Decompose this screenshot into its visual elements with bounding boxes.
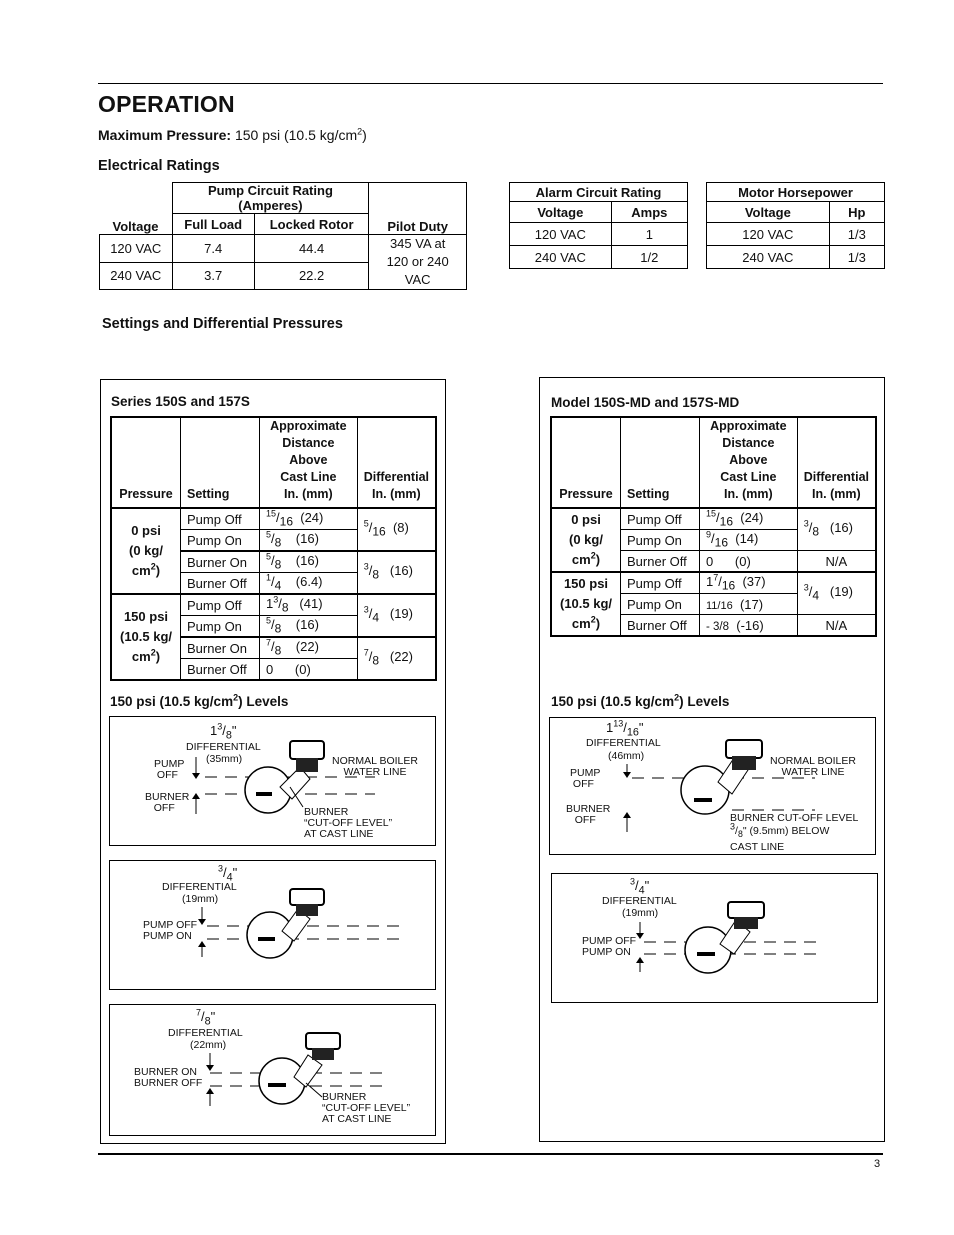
diff-cell: N/A — [797, 615, 876, 637]
page-number: 3 — [874, 1158, 881, 1170]
measure: $1^{13}/_{16}$" — [606, 718, 644, 739]
table-cell: 44.4 — [254, 235, 368, 263]
l: BURNER OFF — [134, 1077, 203, 1089]
sup: 2 — [357, 126, 363, 137]
mm: (6.4) — [295, 573, 323, 589]
hdr-line: In. (mm) — [284, 487, 333, 501]
p-line: 150 psi — [123, 609, 169, 624]
l: AT CAST LINE — [322, 1113, 392, 1125]
den: 4 — [812, 588, 820, 603]
mm: (16) — [295, 552, 319, 568]
small-frac: 11/16 — [706, 599, 733, 612]
measure: $1^3/_8$" — [210, 721, 237, 742]
num: 3 — [803, 518, 809, 529]
differential-label: DIFFERENTIAL — [602, 895, 677, 907]
l: BURNER CUT-OFF LEVEL — [730, 812, 859, 824]
distance-cell: $^9/_{16}$ (14) — [700, 530, 798, 551]
pressure-0 — [551, 508, 621, 572]
den: 4 — [638, 884, 645, 897]
den: 8 — [372, 653, 380, 668]
diff-cell: N/A — [797, 551, 876, 573]
num: 13 — [613, 718, 624, 729]
right-levels-title — [551, 694, 729, 709]
p-line: cm — [571, 552, 591, 567]
th-locked-rotor: Locked Rotor — [254, 214, 368, 235]
num: 1 — [266, 572, 272, 583]
bottom-rule — [98, 1153, 883, 1155]
diff-cell: $^5/_{16}$ (8) — [357, 508, 436, 551]
mm: (0) — [294, 661, 311, 677]
left-diagram-3 — [109, 1004, 436, 1136]
mm: (22) — [295, 638, 319, 654]
distance-cell: $^5/_8$ (16) — [260, 616, 358, 638]
l: WATER LINE — [781, 766, 845, 778]
l: PUMP ON — [582, 946, 631, 958]
hdr-line: Differential — [363, 470, 429, 484]
l: OFF — [156, 769, 178, 781]
mm: (0) — [734, 553, 751, 569]
hdr-line: Distance Above — [282, 436, 335, 467]
mm: (16) — [295, 616, 319, 632]
th-pressure: Pressure — [551, 417, 621, 508]
right-diagram-1 — [549, 717, 876, 855]
l: BURNER — [145, 791, 190, 803]
setting-cell: Pump On — [621, 594, 700, 615]
num: 9 — [706, 529, 712, 540]
max-pressure — [98, 127, 367, 143]
th-setting: Setting — [621, 417, 700, 508]
distance-cell — [700, 615, 798, 637]
table-cell: 1 — [611, 223, 687, 246]
th-voltage: Voltage — [100, 183, 173, 235]
differential-label: DIFFERENTIAL — [586, 737, 661, 749]
den: 4 — [274, 578, 282, 593]
plain: 0 — [266, 661, 274, 677]
mm: (41) — [299, 595, 323, 611]
pressure-150 — [551, 572, 621, 636]
num: 3 — [218, 863, 224, 874]
l: “CUT-OFF LEVEL” — [304, 817, 393, 829]
num: 3 — [803, 582, 809, 593]
den: 8 — [737, 829, 743, 840]
alarm-title: Alarm Circuit Rating — [510, 183, 688, 202]
table-cell: 120 VAC — [510, 223, 612, 246]
hdr-line: Cast Line — [720, 470, 777, 484]
th-differential — [357, 417, 436, 508]
right-panel-title: Model 150S-MD and 157S-MD — [551, 395, 740, 410]
distance-cell: $1^7/_{16}$ (37) — [700, 572, 798, 594]
th-full-load: Full Load — [172, 214, 254, 235]
table-cell: 1/3 — [829, 223, 884, 246]
distance-cell: $^1/_4$ (6.4) — [260, 573, 358, 595]
suffix: ) — [362, 127, 367, 143]
motor-horsepower-table — [706, 182, 885, 269]
hdr-line: Approximate — [270, 419, 347, 433]
th-amps: Amps — [611, 202, 687, 223]
table-cell: 1/3 — [829, 246, 884, 269]
l: BURNER — [304, 806, 349, 818]
mm: (37) — [742, 573, 766, 589]
table-cell: 7.4 — [172, 235, 254, 263]
pilot-duty-line: 345 VA at — [389, 236, 446, 251]
sup: 2 — [150, 561, 156, 572]
plain: 0 — [706, 553, 714, 569]
p-line: 150 psi — [563, 576, 609, 591]
l: OFF — [572, 778, 594, 790]
den: 8 — [281, 600, 289, 615]
table-cell: 240 VAC — [707, 246, 830, 269]
boiler-drawing — [550, 718, 875, 854]
l: OFF — [574, 814, 596, 826]
mm: (24) — [300, 509, 324, 525]
p-line: cm — [571, 616, 591, 631]
mm: (-16) — [736, 617, 764, 633]
setting-cell: Burner On — [181, 637, 260, 659]
table-cell: 22.2 — [254, 262, 368, 290]
mm-label: (19mm) — [622, 907, 659, 919]
l: NORMAL BOILER — [332, 755, 418, 767]
boiler-drawing — [110, 861, 435, 989]
th-distance — [700, 417, 798, 508]
right-diagram-2 — [551, 873, 878, 1003]
p-line: (0 kg/ — [569, 532, 603, 547]
num: 5 — [266, 551, 272, 562]
num: 5 — [266, 615, 272, 626]
mm: (17) — [739, 596, 764, 612]
den: 8 — [372, 567, 380, 582]
mm: (16) — [389, 563, 413, 579]
th-pilot: Pilot Duty — [369, 183, 467, 235]
diff-cell: $^7/_8$ (22) — [357, 637, 436, 680]
diff-cell: $^3/_4$ (19) — [357, 594, 436, 637]
l: “CUT-OFF LEVEL” — [322, 1102, 411, 1114]
p-line: (10.5 kg/ — [119, 629, 173, 644]
differential-label: DIFFERENTIAL — [168, 1027, 243, 1039]
setting-cell: Burner Off — [621, 615, 700, 637]
distance-cell — [700, 551, 798, 573]
setting-cell: Burner On — [181, 551, 260, 573]
num: 3 — [273, 594, 279, 605]
setting-cell: Pump Off — [621, 572, 700, 594]
l: NORMAL BOILER — [770, 755, 856, 767]
p-line: ) — [595, 616, 601, 631]
lvl-text: 150 psi (10.5 kg/cm — [551, 694, 675, 709]
num: 5 — [266, 529, 272, 540]
distance-cell: $^7/_8$ (22) — [260, 637, 358, 659]
den: 4 — [372, 610, 380, 625]
p-line: (0 kg/ — [129, 543, 163, 558]
left-settings-table — [110, 416, 437, 681]
setting-cell: Burner Off — [181, 573, 260, 595]
den: 16 — [714, 535, 728, 550]
page-title: OPERATION — [98, 91, 235, 117]
boiler-drawing — [110, 717, 435, 845]
l: BURNER — [566, 803, 611, 815]
mm-label: (46mm) — [608, 750, 645, 762]
distance-cell: $^{15}/_{16}$ (24) — [260, 508, 358, 530]
measure: $^3/_4$" — [630, 876, 650, 897]
table-cell: 120 VAC — [707, 223, 830, 246]
l: AT CAST LINE — [304, 828, 374, 840]
hdr-line: In. (mm) — [812, 487, 861, 501]
hdr-line: Approximate — [710, 419, 787, 433]
sup: 2 — [233, 692, 239, 703]
table-cell: 3.7 — [172, 262, 254, 290]
num: 15 — [706, 508, 717, 519]
den: 16 — [626, 726, 639, 739]
mm: (19) — [829, 584, 853, 600]
sup: 2 — [674, 692, 680, 703]
setting-cell: Pump Off — [181, 594, 260, 616]
distance-cell: $^5/_8$ (16) — [260, 551, 358, 573]
num: 3 — [630, 876, 636, 887]
distance-cell — [260, 659, 358, 681]
mm: (8) — [392, 520, 409, 536]
top-rule — [98, 83, 883, 84]
whole: 1 — [706, 573, 714, 589]
l: BURNER — [322, 1091, 367, 1103]
hdr-line: In. (mm) — [372, 487, 421, 501]
hdr-line: Differential — [803, 470, 869, 484]
table-cell: 1/2 — [611, 246, 687, 269]
left-diagram-1 — [109, 716, 436, 846]
p-line: 0 psi — [571, 512, 601, 527]
whole: 1 — [210, 723, 218, 738]
left-diagram-2 — [109, 860, 436, 990]
num: 3 — [217, 721, 223, 732]
l: PUMP OFF — [582, 935, 637, 947]
mm-label: (35mm) — [206, 753, 243, 765]
hdr-line: Cast Line — [280, 470, 337, 484]
left-panel-title: Series 150S and 157S — [111, 394, 250, 409]
pilot-duty-cell — [369, 235, 467, 290]
sup: 2 — [150, 647, 156, 658]
table-cell: 240 VAC — [510, 246, 612, 269]
th-differential — [797, 417, 876, 508]
hdr-line: Distance Above — [722, 436, 775, 467]
pump-circuit-table — [99, 182, 467, 290]
diff-cell: $^3/_4$ (19) — [797, 572, 876, 615]
lvl-text: ) Levels — [238, 694, 289, 709]
max-pressure-value: 150 psi (10.5 kg/cm — [231, 127, 358, 143]
neg: - 3/8 — [706, 620, 730, 633]
den: 8 — [274, 621, 282, 636]
num: 7 — [713, 572, 719, 583]
th-pressure: Pressure — [111, 417, 181, 508]
mm: (19) — [389, 606, 413, 622]
table-cell: 120 VAC — [100, 235, 173, 263]
boiler-drawing — [552, 874, 877, 1002]
mm: (16) — [829, 520, 853, 536]
pressure-0 — [111, 508, 181, 594]
measure: $^7/_8$" — [196, 1007, 216, 1028]
right-settings-table — [550, 416, 877, 637]
th-distance — [260, 417, 358, 508]
distance-cell: $^5/_8$ (16) — [260, 530, 358, 552]
mm: (24) — [740, 509, 764, 525]
num: 7 — [196, 1007, 202, 1018]
den: 16 — [372, 524, 386, 539]
l: PUMP — [570, 767, 601, 779]
l: PUMP OFF — [143, 919, 198, 931]
hdr-line: In. (mm) — [724, 487, 773, 501]
p-line: (10.5 kg/ — [559, 596, 613, 611]
setting-cell: Pump Off — [621, 508, 700, 530]
distance-cell: $^{15}/_{16}$ (24) — [700, 508, 798, 530]
l: OFF — [153, 802, 175, 814]
p-line: ) — [595, 552, 601, 567]
boiler-drawing — [110, 1005, 435, 1135]
pilot-duty-line: 120 or 240 VAC — [386, 254, 449, 287]
den: 8 — [274, 557, 282, 572]
p-line: cm — [131, 563, 151, 578]
den: 16 — [279, 514, 293, 529]
den: 8 — [204, 1015, 211, 1028]
th-pump-group: Pump Circuit Rating (Amperes) — [172, 183, 369, 214]
table-cell: 240 VAC — [100, 262, 173, 290]
lvl-text: ) Levels — [679, 694, 730, 709]
setting-cell: Pump Off — [181, 508, 260, 530]
th-voltage: Voltage — [707, 202, 830, 223]
distance-cell — [700, 594, 798, 615]
setting-cell: Burner Off — [181, 659, 260, 681]
mm-label: (22mm) — [190, 1039, 227, 1051]
num: 7 — [363, 647, 369, 658]
distance-cell: $1^3/_8$ (41) — [260, 594, 358, 616]
setting-cell: Burner Off — [621, 551, 700, 573]
whole: 1 — [606, 720, 614, 735]
num: 15 — [266, 508, 277, 519]
setting-cell: Pump On — [181, 530, 260, 552]
p-line: cm — [131, 649, 151, 664]
differential-label: DIFFERENTIAL — [186, 741, 261, 753]
p-line: ) — [155, 563, 161, 578]
den: 8 — [225, 729, 232, 742]
p-line: ) — [155, 649, 161, 664]
mm-label: (19mm) — [182, 893, 219, 905]
th-setting: Setting — [181, 417, 260, 508]
th-voltage: Voltage — [510, 202, 612, 223]
num: 7 — [266, 637, 272, 648]
num: 3 — [730, 821, 736, 832]
alarm-circuit-table — [509, 182, 688, 269]
differential-label: DIFFERENTIAL — [162, 881, 237, 893]
l: " (9.5mm) BELOW — [742, 825, 830, 837]
den: 8 — [274, 643, 282, 658]
l: WATER LINE — [343, 766, 407, 778]
l: PUMP — [154, 758, 185, 770]
left-levels-title — [110, 694, 288, 709]
sup: 2 — [590, 550, 596, 561]
mm: (16) — [295, 530, 319, 546]
l: PUMP ON — [143, 930, 192, 942]
den: 16 — [719, 514, 733, 529]
th-hp: Hp — [829, 202, 884, 223]
settings-title: Settings and Differential Pressures — [102, 316, 343, 332]
den: 8 — [274, 535, 282, 550]
num: 3 — [363, 604, 369, 615]
den: 8 — [812, 524, 820, 539]
mm: (22) — [389, 649, 413, 665]
l: BURNER ON — [134, 1066, 198, 1078]
sup: 2 — [590, 614, 596, 625]
electrical-ratings-title: Electrical Ratings — [98, 158, 220, 174]
lvl-text: 150 psi (10.5 kg/cm — [110, 694, 234, 709]
setting-cell: Pump On — [621, 530, 700, 551]
l: CAST LINE — [730, 841, 785, 854]
diff-cell: $^3/_8$ (16) — [797, 508, 876, 551]
diff-cell: $^3/_8$ (16) — [357, 551, 436, 594]
den: 16 — [721, 578, 736, 593]
motor-title: Motor Horsepower — [707, 183, 885, 202]
den: 4 — [226, 871, 233, 884]
measure: $^3/_4$" — [218, 863, 238, 884]
max-pressure-label: Maximum Pressure: — [98, 127, 232, 143]
mm: (14) — [735, 530, 759, 546]
whole: 1 — [266, 595, 274, 611]
setting-cell: Pump On — [181, 616, 260, 638]
cutoff-label: BURNER CUT-OFF LEVEL $^3/_8$" (9.5mm) BELOW CAST LINE — [730, 812, 859, 854]
num: 3 — [363, 561, 369, 572]
p-line: 0 psi — [131, 523, 161, 538]
num: 5 — [363, 518, 369, 529]
pressure-150 — [111, 594, 181, 680]
